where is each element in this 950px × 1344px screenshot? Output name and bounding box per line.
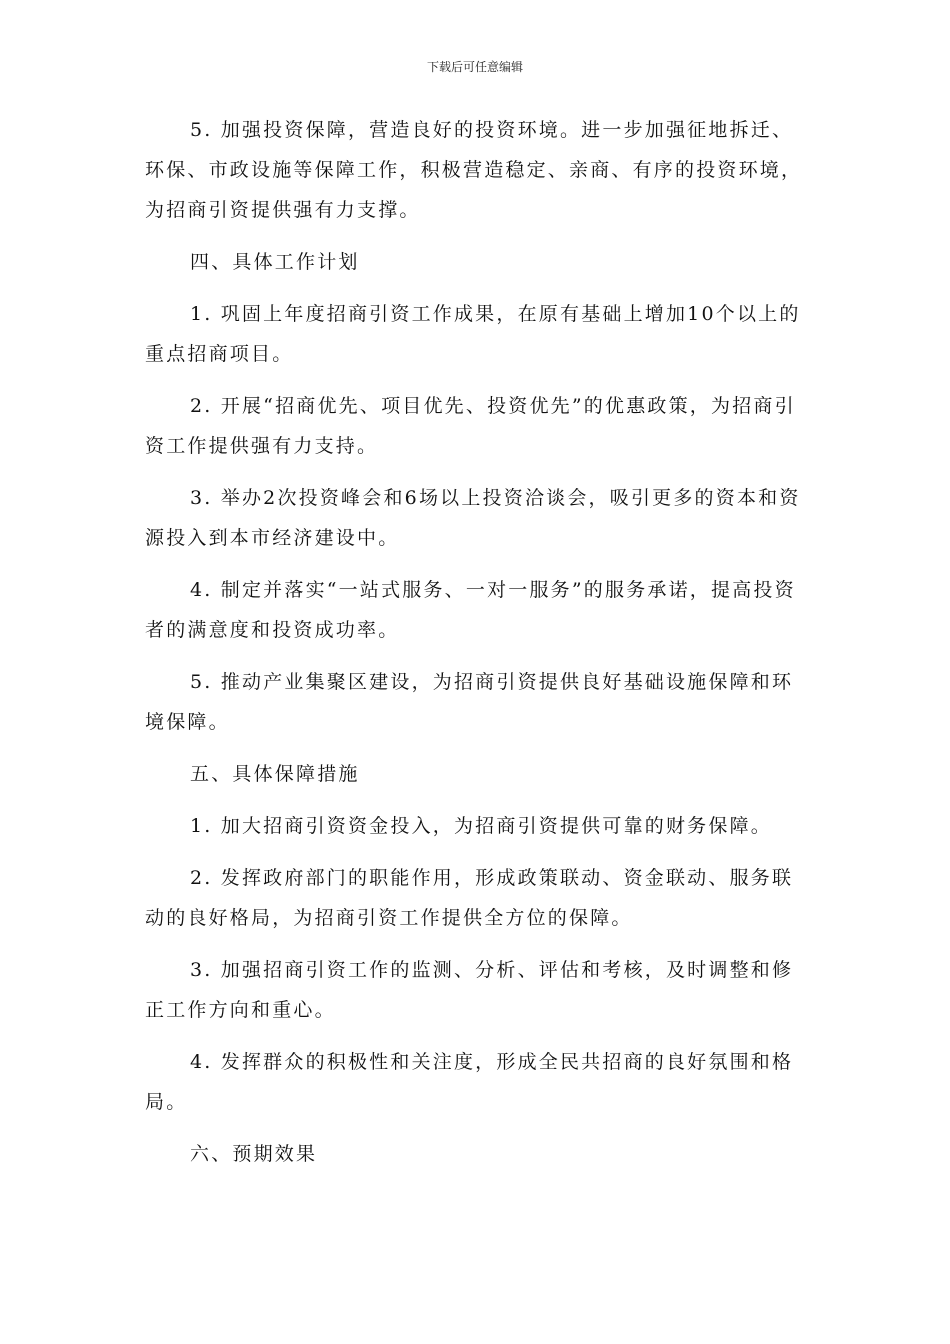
paragraph-investment-guarantee: 5. 加强投资保障，营造良好的投资环境。进一步加强征地拆迁、环保、市政设施等保障工作，积极营造稳定、亲商、有序的投资环境，为招商引资提供强有力支撑。 (145, 119, 803, 221)
paragraph-measure-4: 4. 发挥群众的积极性和关注度，形成全民共招商的良好氛围和格局。 (145, 1051, 794, 1113)
paragraph-measure-2: 2. 发挥政府部门的职能作用，形成政策联动、资金联动、服务联动的良好格局，为招商引资工作提供全方位的保障。 (145, 867, 794, 929)
paragraph-plan-5: 5. 推动产业集聚区建设，为招商引资提供良好基础设施保障和环境保障。 (145, 671, 794, 733)
section-heading-guarantee-measures: 五、具体保障措施 (190, 763, 360, 785)
section-heading-work-plan: 四、具体工作计划 (190, 251, 360, 273)
paragraph-plan-4: 4. 制定并落实“一站式服务、一对一服务”的服务承诺，提高投资者的满意度和投资成功率。 (145, 579, 796, 641)
paragraph-measure-3: 3. 加强招商引资工作的监测、分析、评估和考核，及时调整和修正工作方向和重心。 (145, 959, 794, 1021)
paragraph-plan-2: 2. 开展“招商优先、项目优先、投资优先”的优惠政策，为招商引资工作提供强有力支持。 (145, 395, 796, 457)
paragraph-plan-3: 3. 举办2次投资峰会和6场以上投资洽谈会，吸引更多的资本和资源投入到本市经济建设中。 (145, 487, 801, 549)
paragraph-plan-1: 1. 巩固上年度招商引资工作成果，在原有基础上增加10个以上的重点招商项目。 (145, 303, 801, 365)
page-header: 下载后可任意编辑 (426, 60, 523, 74)
document-body (145, 110, 810, 1186)
paragraph-measure-1: 1. 加大招商引资资金投入，为招商引资提供可靠的财务保障。 (190, 815, 772, 837)
section-heading-expected-results: 六、预期效果 (190, 1143, 318, 1165)
